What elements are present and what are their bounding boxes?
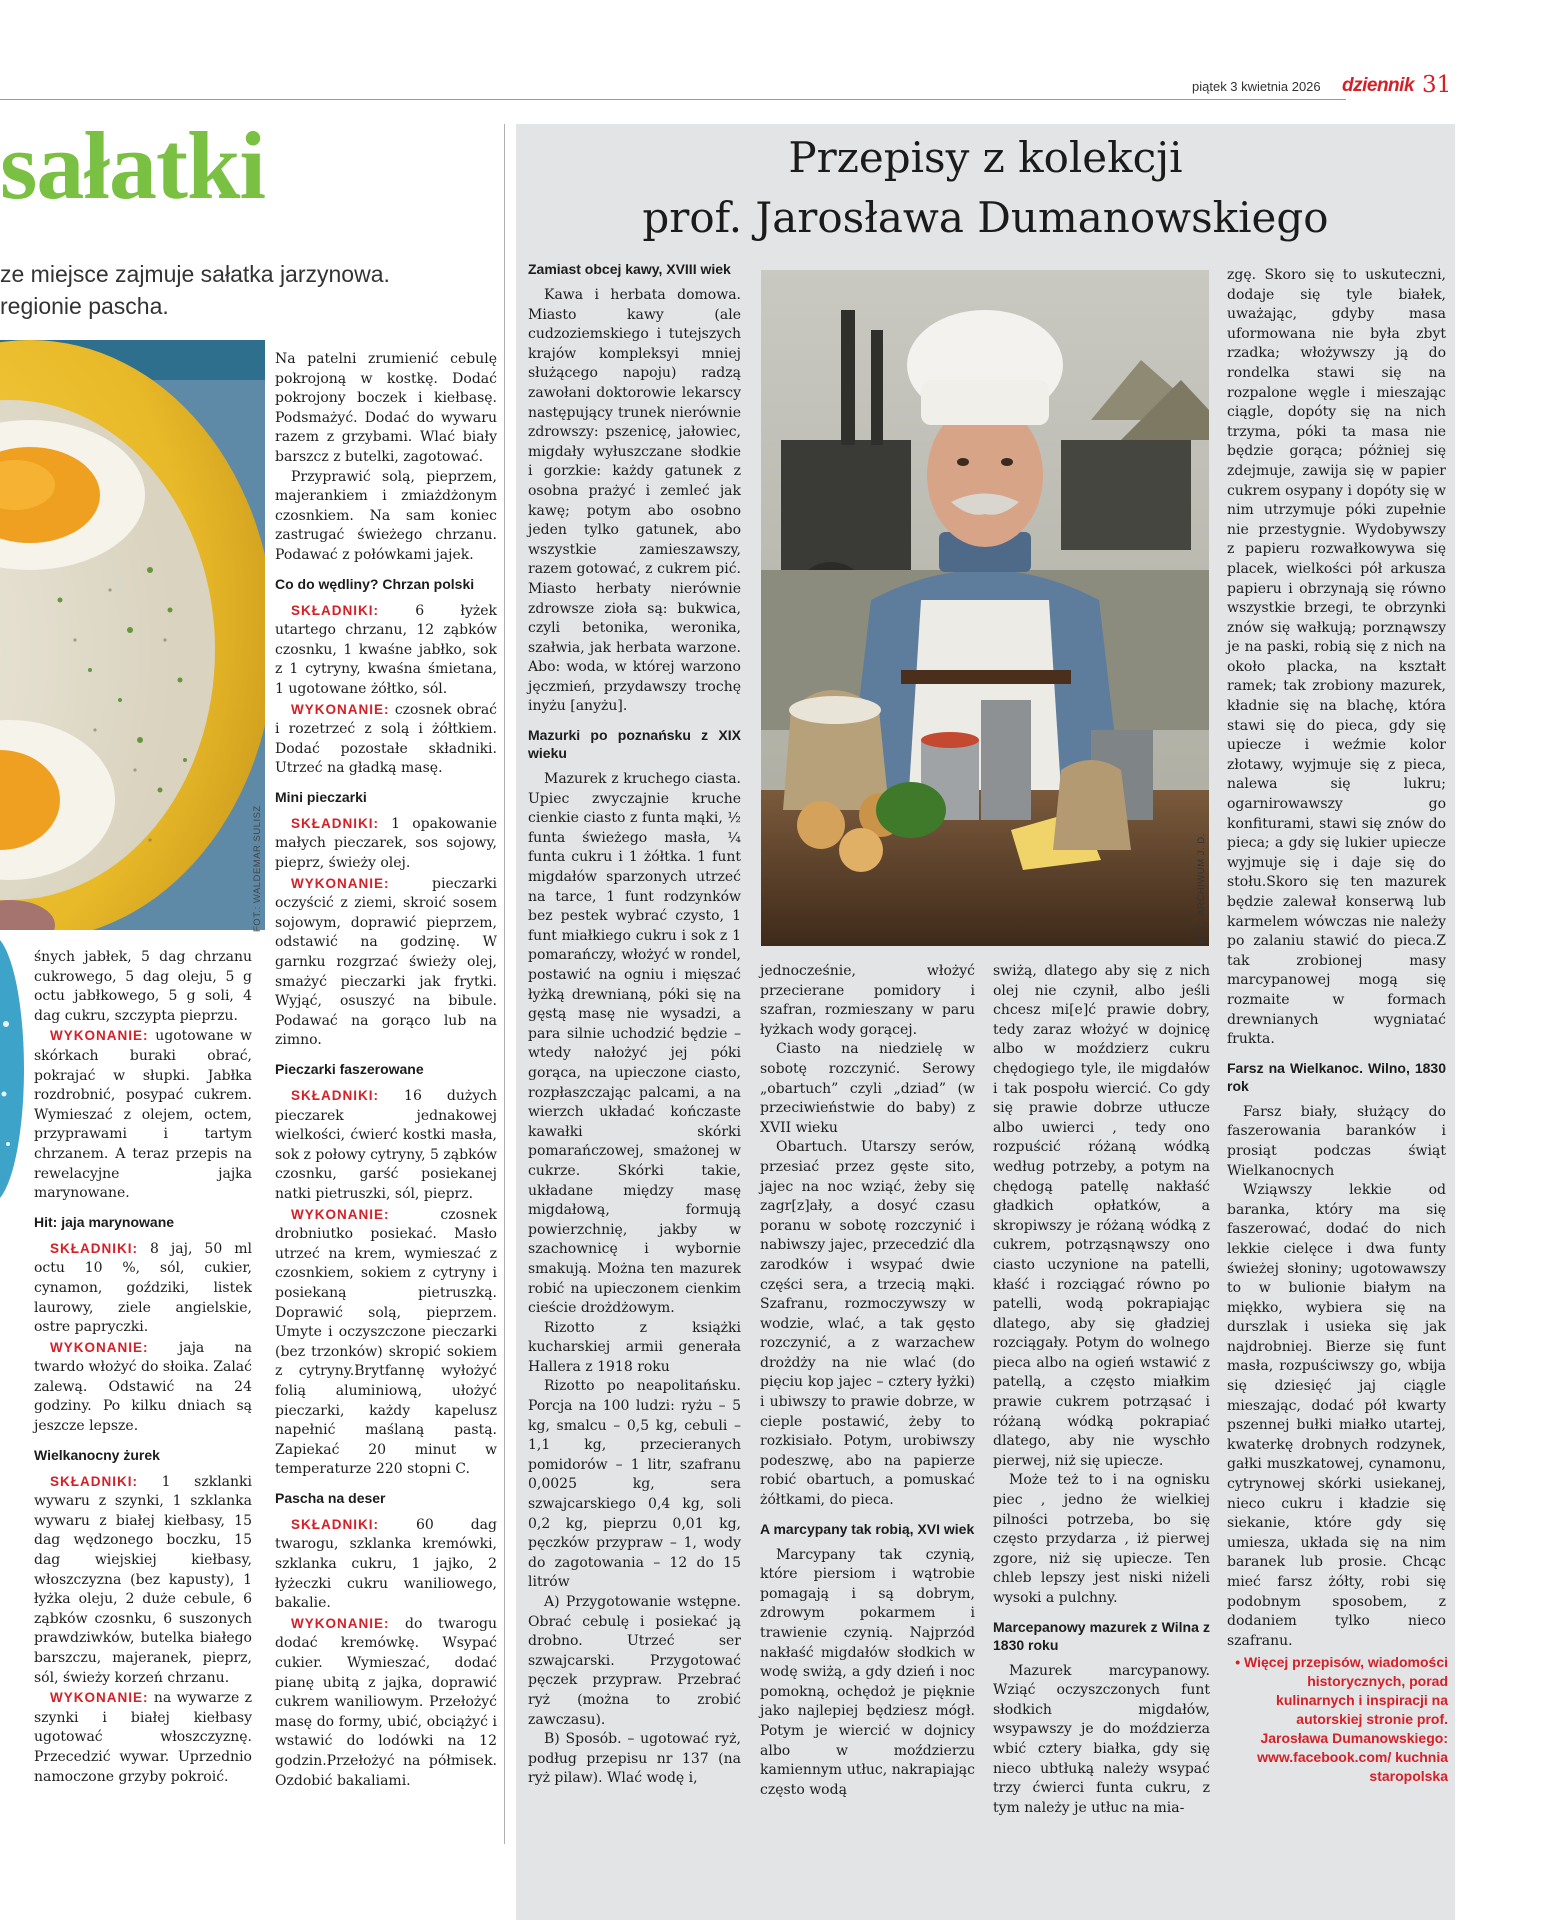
- coffee-text: Kawa i herbata domowa. Miasto kawy (ale cudzoziemskiego i tutejszych krajów kompleksyi mniej służącego napoju) radzą zawołani doktorowie lekarscy następujący trunek nierównie zdrowszy: pszenicę, jałowiec, migdały wyłuszczane słodkie i gorzkie: każdy gatunek z osobna prażyć i zemleć jak kawę; potym abo osobno jeden tylko gatunek, abo wszystkie zamieszawszy, razem gotować, z cukrem pić. Miasto herbaty nierównie zdrowsze zioła są: bukwica, czyli betonika, weronika, szałwia, jak herbata warzone. Abo: woda, w której warzono jęczmień, przydawszy trochę inyżu [anyżu].: [528, 287, 741, 715]
- ingredients-label: SKŁADNIKI:: [291, 815, 379, 831]
- ingredients-label: SKŁADNIKI:: [50, 1473, 138, 1489]
- panel-title-line-2: prof. Jarosława Dumanowskiego: [642, 193, 1329, 242]
- mazurki-text: Mazurek z kruchego ciasta. Upiec zwyczajnie kruche cienkie ciasto z funta mąki, ½ funta świeżego masła, ¼ funta cukru i 1 żółtka. 1 funt migdałów sparzonych utrzeć na tarce, 1 funt rodzynków bez pestek wybrać czysto, 1 funt miałkiego cukru i sok z 1 pomarańczy, włożyć w rondel, postawić na ogniu i mięszać łyżką drewnianą, póki się na gęstą masę nie wysadzi, a para silnie uchodzić będzie – wtedy nałożyć jej póki gorąca, na upieczone ciasto, rozpłaszczając palcami, a na wierzch układać kończaste kawałki skórki pomarańczowej, smażonej w cukrze. Skórki takie, układane między masę migdałową, formują powierzchnię, jakby w szachownicę i wybornie smakują. Można ten mazurek robić na upieczonem cienkim cieście drożdżowym.: [528, 771, 741, 1317]
- method-label: WYKONANIE:: [291, 701, 390, 717]
- recipes-panel-title: [516, 128, 1455, 248]
- facebook-promo: [1230, 1653, 1448, 1786]
- recipes-column-2: [760, 962, 975, 1800]
- recipe-heading-mini-mushrooms: Mini pieczarki: [275, 788, 367, 805]
- page-header: [0, 0, 1558, 100]
- recipe-heading-stuffed-mushrooms: Pieczarki faszerowane: [275, 1061, 424, 1077]
- ingredients-label: SKŁADNIKI:: [291, 1088, 379, 1103]
- farsz-text: Wziąwszy lekkie od baranka, który ma się faszerować, dodać do nich lekkie cielęce i dwa funty świeżej słoniny; ugotowawszy to w bulionie białym na miękko, wybiera się na durszlak i usieka się jak najdrobniej. Bierze się funt masła, rozpuściwszy go, wbija się dziesięć jaj ciągle mieszając, dodać pół kwarty pszennej bułki miałko utartej, kwaterkę drobnych rodzynek, gałki muszkatowej, cynamonu, cytrynowej skórki usiekanej, nieco cukru i kładzie się siekanie, które gdy się umiesza, układa się na nim baranek lub prosie. Chcąc mieć farsz żółty, robi się podobnym sposobem, z dodaniem tylko nieco szafranu.: [1227, 1182, 1446, 1649]
- soup-photo: [0, 340, 265, 930]
- method-label: WYKONANIE:: [291, 1615, 390, 1631]
- stuffed-mushrooms-ingredients: SKŁADNIKI: 16 dużych pieczarek jednakowej wielkości, ćwierć kostki masła, sok z połowy cytryny, 5 ząbków czosnku, garść posiekanej natki pietruszki, sól, pieprz.: [275, 1088, 497, 1202]
- recipe-heading-mazurki: Mazurki po poznańsku z XIX wieku: [528, 727, 741, 762]
- field-kitchen-chef-image: [761, 270, 1209, 946]
- article-title: sałatki: [0, 112, 266, 219]
- zurek-method: WYKONANIE: na wywarze z szynki i białej kiełbasy ugotować włoszczyznę. Przecedzić wywar. Uprzednio namoczone grzyby pokroić.: [34, 1690, 253, 1785]
- recipe-heading-horseradish: Co do wędliny? Chrzan polski: [275, 575, 475, 592]
- marcypany-text-cont: swiżą, dlatego aby się z nich olej nie czynił, albo jeśli chcesz mi[e]ć prawie dobry, tedy zaraz włożyć w dojnicę albo w moździerz cukru chędogiego tyle, ile migdałów i tak pospołu wiercić. Co gdy się prawie dobrze utłucze albo uwierci , tedy ono rozpuścić różaną wódką według potrzeby, a potym na chędogą patellę nakłaść gładkich opłatków, a skropiwszy je różaną wódką z cukrem, potrząsnąwszy ono ciasto uczynione na patelli, kłaść i rozciągać równo po patelli, wodą pokrapiając dlatego, aby się gładziej rozciągały. Potym do wolnego pieca albo na ogień wstawić z patellą, a często miałkim prawie cukrem potrząsać i różaną wódką pokrapiać dlatego, aby nie wyschło pierwej, niż się upiecze.: [993, 963, 1210, 1469]
- marinated-eggs-ingredients: SKŁADNIKI: 8 jaj, 50 ml octu 10 %, sól, cukier, cynamon, goździki, listek laurowy, ziele angielskie, ostre papryczki.: [34, 1240, 252, 1336]
- soup-photo-credit: FOT.: WALDEMAR SULISZ: [252, 805, 263, 932]
- obartuch-text: Obartuch. Utarszy serów, przesiać przez gęste sito, jajec na noc wziąć, żeby się zagr[z]ały, a dosyć czasu poranu w sobotę rozczynić i nabiwszy jajec, przecedzić dla zarodków i wsypać dwie części sera, a trzecią mąki. Szafranu, rozmoczywszy w wodzie, wlać, a tak gęsto rozczynić, a z warzachew drożdży na nie wlać (do pięciu kop jajec – cztery łyżki) i ubiwszy to prawie dobrze, w cieple postawić, żeby to rozkisiało. Potym, urobiwszy podeszwę, abo na papierze robić obartuch, a pomuskać żółtkami, do pieca.: [760, 1139, 975, 1509]
- farsz-intro: Farsz biały, służący do faszerowania baranków i prosiąt podczas świąt Wielkanocnych: [1227, 1103, 1446, 1179]
- zurek-ingredients: SKŁADNIKI: 1 szklanki wywaru z szynki, 1 szklanka wywaru z białej kiełbasy, 15 dag wędzonego boczku, 15 dag wiejskiej kiełbasy, włoszczyzna (bez kapusty), 1 łyżka oleju, 2 duże cebule, 6 ząbków czosnku, 6 suszonych prawdziwków, butelka białego barszczu, majeranek, pieprz, sól, świeży korzeń chrzanu.: [34, 1473, 252, 1686]
- plate-photo-edge: [0, 934, 24, 1204]
- rizotto-prep: A) Przygotowanie wstępne. Obrać cebulę i posiekać ją drobno. Utrzeć ser szwajcarski. Przygotować pęczek przypraw. Przebrać ryż (można to zrobić zawczasu).: [528, 1594, 741, 1728]
- page-number: 31: [1422, 72, 1452, 98]
- recipe-heading-farsz: Farsz na Wielkanoc. Wilno, 1830 rok: [1227, 1059, 1446, 1094]
- marcepanowy-mazurek-cont: zgę. Skoro się to uskuteczni, dodaje się tyle białek, uważając, gdyby masa uformowana nie była zbyt rzadka; włożywszy ją do rondelka stawi się na rozpalone węgle i mieszając ciągle, dopóty się na nich trzyma, póki ta masa nie będzie gorąca; póżniej się zdejmuje, zawija się w papier cukrem osypany i dopóty się w nim utrzymuje póki zupełnie nie przestygnie. Wydobywszy z papieru rozwałkowywa się placek, wielkości pół arkusza papieru i obrzynają się równo wszystkie brzegi, te obrzynki znów się wałkują; porznąwszy je na paski, robią się z nich na około placka, na kształt ramek; tak zrobiony mazurek, kładnie się na blachę, która stawi się do pieca, gdy się upiecze i weźmie kolor złotawy, wyjmuje się z pieca, nalewa się lukru; ogarnirowawszy go konfiturami, stawi się znów do pieca; a gdy się lukier upiecze wyjmuje się i daje się do stołu.Skoro się ten mazurek będzie zalewał konserwą lub karmelem wówczas nie należy po zalaniu stawić do pieca.Z tak zrobionej masy marcypanowej mogą się rozmaite w formach drewnianych wygniatać frukta.: [1227, 267, 1446, 1048]
- lede-line-1: ze miejsce zajmuje sałatka jarzynowa.: [0, 261, 390, 287]
- obartuch-intro: Ciasto na niedzielę w sobotę rozczynić. Serowy „obartuch” czyli „dziad” (w przeciwieństwie do baby) z XVII wieku: [760, 1041, 975, 1136]
- method-label: WYKONANIE:: [291, 1206, 390, 1222]
- column-divider: [504, 124, 505, 1844]
- issue-date: piątek 3 kwietnia 2026: [1192, 79, 1321, 94]
- mini-mushrooms-method: WYKONANIE: pieczarki oczyścić z ziemi, skroić sosem sojowym, doprawić pieprzem, odstawić na godzinę. W garnku rozgrzać świeży olej, smażyć pieczarki jak frytki. Wyjąć, osuszyć na bibule. Podawać na gorąco lub na zimno.: [275, 875, 497, 1049]
- recipe-heading-coffee: Zamiast obcej kawy, XVIII wiek: [528, 261, 731, 277]
- recipe-heading-zurek: Wielkanocny żurek: [34, 1446, 160, 1463]
- pascha-ingredients: SKŁADNIKI: 60 dag twarogu, szklanka kremówki, szklanka cukru, 1 jajko, 2 łyżeczki cukru waniliowego, bakalie.: [275, 1516, 497, 1612]
- chef-photo: [761, 270, 1209, 946]
- marcypany-text: Marcypany tak czynią, które piersiom i wątrobie pomagają i są dobrym, zdrowym pokarmem i trawienie czynią. Najprzód nakłaść migdałów słodkich w wodę swiżą, a gdy dzień i noc pomokną, ochędoż je pięknie jako najlepiej będziesz mógł. Potym je wiercić w dojnicy albo w moździerzu kamiennym utłuc, nakrapiając często wodą: [760, 1546, 975, 1798]
- rizotto-intro: Rizotto z książki kucharskiej armii generała Hallera z 1918 roku: [528, 1319, 741, 1375]
- ingredients-label: SKŁADNIKI:: [291, 602, 379, 618]
- beet-salad-ingredients-end: śnych jabłek, 5 dag chrzanu cukrowego, 5 dag oleju, 5 g octu jabłkowego, 5 g soli, 4 dag cukru, szczypta pieprzu.: [34, 949, 252, 1024]
- beet-salad-method: WYKONANIE: ugotowane w skórkach buraki obrać, pokrajać w słupki. Jabłka rozdrobnić, posypać cukrem. Wymieszać z olejem, octem, przyprawami i tartym chrzanem. A teraz przepis na rewelacyjne jajka marynowane.: [34, 1028, 253, 1202]
- left-column-1: [34, 948, 252, 1787]
- recipes-column-4: [1227, 266, 1446, 1651]
- mini-mushrooms-ingredients: SKŁADNIKI: 1 opakowanie małych pieczarek, sos sojowy, pieprz, świeży olej.: [275, 815, 497, 872]
- horseradish-method: WYKONANIE: czosnek obrać i rozetrzeć z solą i żółtkiem. Dodać pozostałe składniki. Utrzeć na gładką masę.: [275, 701, 497, 777]
- soup-bowl-image: [0, 340, 265, 930]
- blue-plate-image: [0, 934, 24, 1204]
- ingredients-label: SKŁADNIKI:: [291, 1516, 379, 1532]
- horseradish-ingredients: SKŁADNIKI: 6 łyżek utartego chrzanu, 12 ząbków czosnku, 1 kwaśne jabłko, sok z 1 cytryny, kwaśna śmietana, 1 ugotowane żółtko, sól.: [275, 602, 497, 697]
- pascha-method: WYKONANIE: do twarogu dodać kremówkę. Wsypać cukier. Wymieszać, dodać pianę ubitą z jajka, doprawić cukrem waniliowym. Przełożyć masę do formy, ubić, obciążyć i wstawić do lodówki na 12 godzin.Przełożyć na półmisek. Ozdobić bakaliami.: [275, 1615, 497, 1789]
- method-label: WYKONANIE:: [291, 875, 390, 891]
- method-label: WYKONANIE:: [50, 1339, 149, 1355]
- newspaper-logo: dziennik: [1342, 75, 1415, 96]
- recipe-heading-marcypany: A marcypany tak robią, XVI wiek: [760, 1520, 975, 1537]
- marcypany-text-cont-2: Może też to i na ognisku piec , jedno że wielkiej pilności potrzeba, bo się często przydarza , iż pierwej zgore, niż się upiecze. Ten chleb lepszy jest niski niżeli wysoki a pulchny.: [993, 1472, 1210, 1606]
- recipe-heading-marinated-eggs: Hit: jaja marynowane: [34, 1213, 175, 1230]
- rizotto-portion: Rizotto po neapolitańsku. Porcja na 100 ludzi: ryżu – 5 kg, smalcu – 0,5 kg, cebuli – 1,1 kg, przecieranych pomidorów – 1 litr, szafranu 0,0025 kg, sera szwajcarskiego 0,4 kg, soli 0,2 kg, pieprzu 0,01 kg, pęczków przypraw – 1, wody do zagotowania – 12 do 15 litrów: [528, 1378, 741, 1591]
- left-column-2: [275, 350, 497, 1791]
- article-lede: [0, 258, 495, 322]
- lede-line-2: regionie pascha.: [0, 293, 169, 319]
- header-rule: [0, 99, 1346, 100]
- recipe-heading-marcepanowy-mazurek: Marcepanowy mazurek z Wilna z 1830 roku: [993, 1618, 1210, 1653]
- marcepanowy-mazurek-text: Mazurek marcypanowy. Wziąć oczyszczonych funt słodkich migdałów, wsypawszy je do moździerza wbić cztery białka, gdy się nieco ubtłuką należy wsypać trzy ćwierci funta cukru, z tym należy je utłuc na mia-: [993, 1662, 1210, 1816]
- recipe-heading-pascha: Pascha na deser: [275, 1489, 386, 1506]
- promo-text: Więcej przepisów, wiadomości historycznych, porad kulinarnych i inspiracji na autorskiej stronie prof. Jarosława Dumanowskiego:: [1244, 1654, 1448, 1746]
- recipes-column-3: [993, 962, 1210, 1818]
- zurek-method-cont-2: Przyprawić solą, pieprzem, majerankiem i zmiażdżonym czosnkiem. Na sam koniec zastrugać świeżego chrzanu. Podawać z połówkami jajek.: [275, 468, 497, 563]
- promo-bullet: •: [1235, 1654, 1241, 1670]
- method-label: WYKONANIE:: [50, 1690, 149, 1706]
- method-label: WYKONANIE:: [50, 1028, 149, 1044]
- promo-link[interactable]: www.facebook.com/ kuchnia staropolska: [1257, 1749, 1448, 1784]
- rizotto-method: B) Sposób. – ugotować ryż, podług przepisu nr 137 (na ryż pilaw). Wlać wodę i,: [528, 1731, 741, 1787]
- panel-title-line-1: Przepisy z kolekcji: [788, 133, 1183, 182]
- recipes-column-1: [528, 260, 741, 1789]
- ingredients-label: SKŁADNIKI:: [50, 1240, 138, 1256]
- zurek-method-cont-1: Na patelni zrumienić cebulę pokrojoną w kostkę. Dodać pokrojony boczek i kiełbasę. Podsmażyć. Dodać do wywaru razem z grzybami. Wlać biały barszcz z butelki, zagotować.: [275, 351, 497, 465]
- rizotto-method-cont: jednocześnie, włożyć przecierane pomidory i szafran, rozmieszany w paru łyżkach wody gorącej.: [760, 963, 975, 1038]
- marinated-eggs-method: WYKONANIE: jaja na twardo włożyć do słoika. Zalać zalewą. Odstawić na 24 godziny. Po kilku dniach są jeszcze lepsze.: [34, 1339, 252, 1435]
- chef-photo-credit: FOT.: ARCHIWUM J. D.: [1196, 833, 1207, 944]
- stuffed-mushrooms-method: WYKONANIE: czosnek drobniutko posiekać. Masło utrzeć na krem, wymieszać z czosnkiem, sokiem z cytryny i posiekaną pietruszką. Doprawić solą, pieprzem. Umyte i oczyszczone pieczarki (bez trzonków) skropić sokiem z cytryny.Brytfannę wyłożyć folią aluminiową, ułożyć pieczarki, każdy kapelusz napełnić maślaną pastą. Zapiekać 20 minut w temperaturze 220 stopni C.: [275, 1206, 497, 1478]
